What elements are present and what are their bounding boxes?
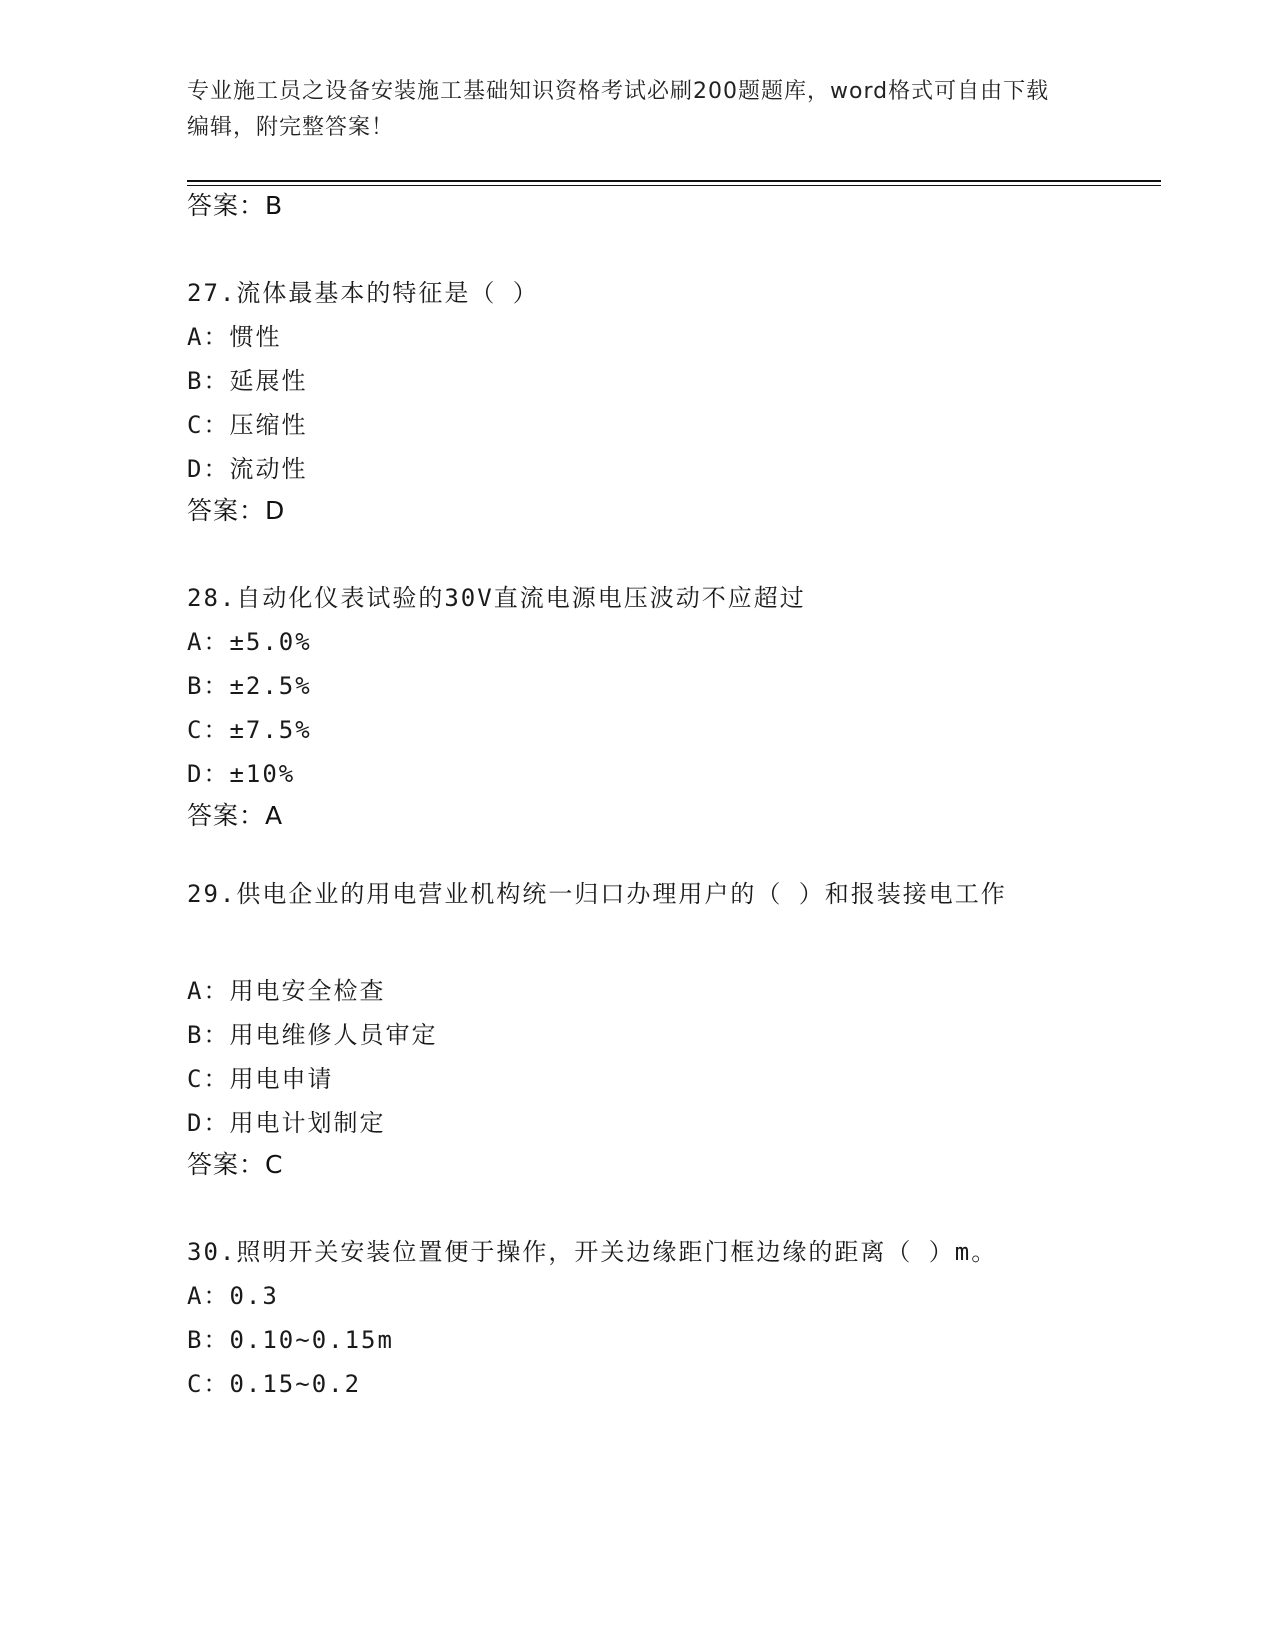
question-30-option-b: B：0.10~0.15m — [187, 1326, 394, 1354]
question-28-option-a: A：±5.0% — [187, 628, 312, 656]
header-rule-thin — [187, 185, 1161, 186]
question-28-answer: 答案：A — [187, 801, 284, 830]
question-28-option-b: B：±2.5% — [187, 672, 312, 700]
question-29-option-d: D：用电计划制定 — [187, 1109, 386, 1137]
question-28-option-c: C：±7.5% — [187, 716, 312, 744]
question-29-stem: 29.供电企业的用电营业机构统一归口办理用户的（ ）和报装接电工作 — [187, 880, 1007, 908]
header-rule — [187, 180, 1161, 182]
question-30-option-a: A：0.3 — [187, 1282, 279, 1310]
question-27-option-d: D：流动性 — [187, 455, 308, 483]
question-29-option-b: B：用电维修人员审定 — [187, 1021, 438, 1049]
answer-prev: 答案：B — [187, 191, 284, 220]
question-29-option-c: C：用电申请 — [187, 1065, 334, 1093]
question-27-stem: 27.流体最基本的特征是（ ） — [187, 279, 539, 307]
question-28-stem: 28.自动化仪表试验的30V直流电源电压波动不应超过 — [187, 584, 806, 612]
question-27-option-a: A：惯性 — [187, 323, 282, 351]
question-29-answer: 答案：C — [187, 1150, 284, 1179]
question-30-stem: 30.照明开关安装位置便于操作，开关边缘距门框边缘的距离（ ）m。 — [187, 1238, 998, 1266]
question-27-option-b: B：延展性 — [187, 367, 308, 395]
question-30-option-c: C：0.15~0.2 — [187, 1370, 362, 1398]
question-28-option-d: D：±10% — [187, 760, 296, 788]
document-header: 专业施工员之设备安装施工基础知识资格考试必刷200题题库，word格式可自由下载编辑，附完整答案！ — [187, 79, 1050, 140]
question-27-answer: 答案：D — [187, 496, 286, 525]
question-29-option-a: A：用电安全检查 — [187, 977, 386, 1005]
question-27-option-c: C：压缩性 — [187, 411, 308, 439]
